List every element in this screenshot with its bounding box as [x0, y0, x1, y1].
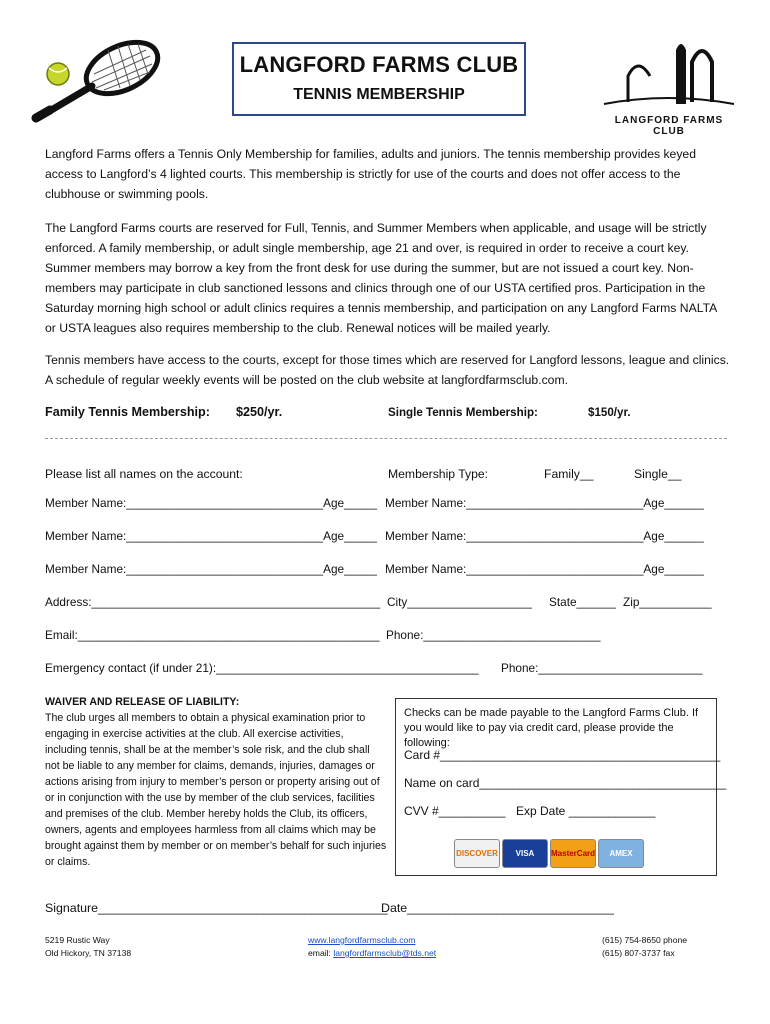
- emergency-phone-field[interactable]: Phone:_________________________: [501, 661, 703, 675]
- cvv-field[interactable]: CVV #__________: [404, 804, 506, 818]
- member-name-field-5[interactable]: Member Name:______________________________Age_____: [45, 562, 377, 576]
- visa-card-icon: VISA: [502, 839, 548, 868]
- city-field[interactable]: City___________________: [387, 595, 532, 609]
- single-option-field[interactable]: Single__: [634, 467, 682, 481]
- member-name-field-3[interactable]: Member Name:______________________________Age_____: [45, 529, 377, 543]
- member-name-field-1[interactable]: Member Name:______________________________Age_____: [45, 496, 377, 510]
- exp-date-field[interactable]: Exp Date _____________: [516, 804, 656, 818]
- intro-paragraph-3: Tennis members have access to the courts, except for those times which are reserved for Langford lessons, league and clinics. A schedule of regular weekly events will be posted on the club website at langfordfarmsclub.com.: [45, 353, 730, 387]
- payment-box: [395, 698, 727, 876]
- website-link[interactable]: www.langfordfarmsclub.com: [308, 935, 416, 945]
- family-membership-label: Family Tennis Membership:: [45, 405, 210, 419]
- membership-type-label: Membership Type:: [388, 467, 489, 481]
- footer-fax: (615) 807-3737 fax: [602, 948, 675, 958]
- waiver-text: The club urges all members to obtain a physical examination prior to engaging in exercise activities at the club. All exercise activities, including tennis, shall be at the member’s sole risk, and the club shall not be liable to any member for claims, demands, injuries, damages or actions arising from injury to member’s person or property arising out of or in conjunction with the use by member of the club services, facilities and premises of the club. Member hereby holds the Club, its officers, owners, agents and employees harmless from all claims which may be brought against them by member or on member’s behalf for such injuries or claims.: [45, 712, 387, 868]
- family-membership-price: $250/yr.: [236, 405, 283, 419]
- tennis-racket-icon: [28, 34, 168, 124]
- logo-text: LANGFORD FARMS CLUB: [614, 115, 724, 137]
- email-link[interactable]: langfordfarmsclub@tds.net: [333, 948, 437, 958]
- footer-phones: [602, 934, 687, 960]
- member-name-field-6[interactable]: Member Name:___________________________Age______: [385, 562, 704, 576]
- zip-field[interactable]: Zip___________: [623, 595, 712, 609]
- member-name-field-4[interactable]: Member Name:___________________________Age______: [385, 529, 704, 543]
- member-name-field-2[interactable]: Member Name:___________________________Age______: [385, 496, 704, 510]
- email-field[interactable]: Email:______________________________________________: [45, 628, 380, 642]
- single-membership-price: $150/yr.: [588, 406, 631, 419]
- emergency-contact-field[interactable]: Emergency contact (if under 21):________________________________________: [45, 661, 479, 675]
- phone-field[interactable]: Phone:___________________________: [386, 628, 601, 642]
- waiver-heading: WAIVER AND RELEASE OF LIABILITY:: [45, 696, 240, 708]
- waiver-section: [45, 694, 387, 870]
- mastercard-icon: MasterCard: [550, 839, 596, 868]
- name-on-card-field[interactable]: Name on card_____________________________________: [404, 776, 727, 790]
- payment-note: Checks can be made payable to the Langford Farms Club. If you would like to pay via credit card, please provide the following:: [404, 707, 699, 749]
- barn-silo-icon: [598, 36, 740, 108]
- page-title: LANGFORD FARMS CLUB: [239, 52, 519, 77]
- footer-address: [45, 934, 131, 960]
- address-field[interactable]: Address:____________________________________________: [45, 595, 381, 609]
- footer-address-line-2: Old Hickory, TN 37138: [45, 948, 132, 958]
- signature-field[interactable]: Signature__________________________________________: [45, 901, 388, 915]
- club-logo: [598, 36, 740, 137]
- page-subtitle: TENNIS MEMBERSHIP: [293, 86, 465, 103]
- footer-address-line-1: 5219 Rustic Way: [45, 935, 110, 945]
- family-option-field[interactable]: Family__: [544, 467, 594, 481]
- title-box: [232, 42, 526, 116]
- email-label: email:: [308, 948, 334, 958]
- discover-card-icon: DISCOVER: [454, 839, 500, 868]
- date-field[interactable]: Date______________________________: [381, 901, 614, 915]
- amex-card-icon: AMEX: [598, 839, 644, 868]
- list-names-label: Please list all names on the account:: [45, 467, 243, 481]
- intro-paragraph-2: The Langford Farms courts are reserved for Full, Tennis, and Summer Members when applicable, and usage will be strictly enforced. A family membership, or adult single membership, age 21 and over, is required in order to receive a court key. Summer members may borrow a key from the front desk for use during the summer, but are not issued a court key. Non-members may participate in club sanctioned lessons and clinics through one of our USTA certified pros. Participation in the Saturday morning high school or adult clinics requires a tennis membership, and participation on any Langford Farms NALTA or USTA leagues also requires membership to the club. Renewal notices will be mailed yearly.: [45, 221, 717, 335]
- footer-phone: (615) 754-8650 phone: [602, 935, 688, 945]
- footer-contact: [308, 934, 436, 960]
- cut-line-divider: [45, 438, 727, 439]
- state-field[interactable]: State______: [549, 595, 616, 609]
- single-membership-label: Single Tennis Membership:: [388, 406, 538, 419]
- intro-paragraph-1: Langford Farms offers a Tennis Only Membership for families, adults and juniors. The tennis membership provides keyed access to Langford’s 4 lighted courts. This membership is strictly for use of the courts and does not offer access to the clubhouse or swimming pools.: [45, 147, 696, 201]
- card-number-field[interactable]: Card #__________________________________________: [404, 748, 721, 762]
